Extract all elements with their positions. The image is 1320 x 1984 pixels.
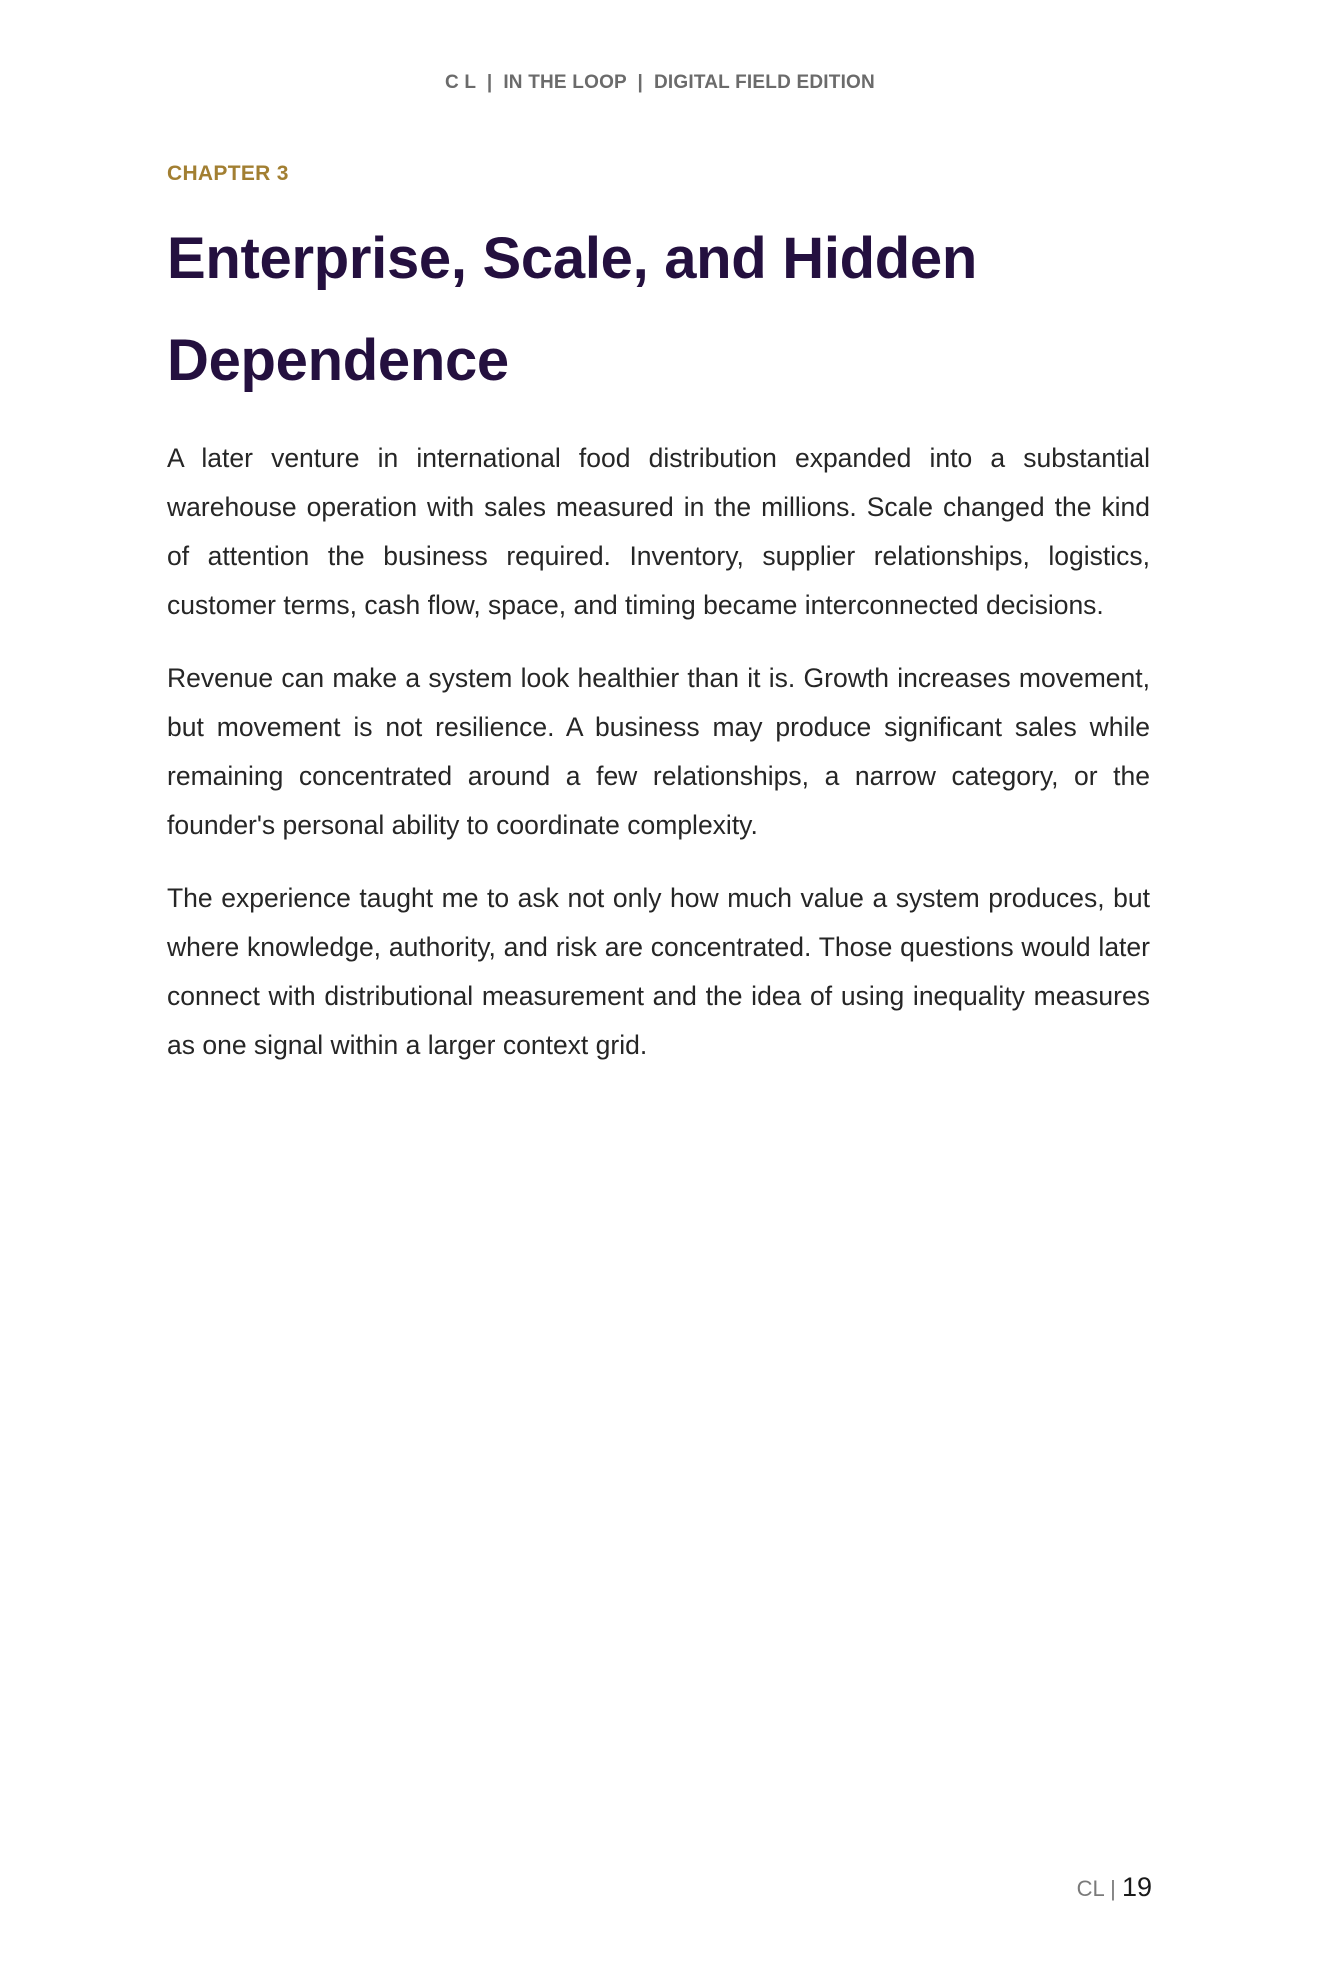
footer-separator: | (1110, 1876, 1116, 1901)
body-paragraph-2: Revenue can make a system look healthier than it is. Growth increases movement, but movement is not resilience. A business may produce significant sales while remaining concentrated around a few relationships, a narrow category, or the founder's personal ability to coordinate complexity. (167, 663, 1150, 840)
chapter-body (167, 434, 1150, 1070)
chapter-title: Enterprise, Scale, and Hidden Dependence (167, 226, 977, 393)
footer-initials: CL (1076, 1876, 1104, 1901)
running-header: C L | IN THE LOOP | DIGITAL FIELD EDITION (445, 72, 875, 93)
chapter-content (167, 158, 1150, 1094)
body-paragraph-3: The experience taught me to ask not only how much value a system produces, but where knowledge, authority, and risk are concentrated. Those questions would later connect with distributional measurement and the idea of using inequality measures as one signal within a larger context grid. (167, 883, 1150, 1060)
body-paragraph-1: A later venture in international food distribution expanded into a substantial warehouse operation with sales measured in the millions. Scale changed the kind of attention the business required. Inventory, supplier relationships, logistics, customer terms, cash flow, space, and timing became interconnected decisions. (167, 443, 1150, 620)
page-number: 19 (1121, 1872, 1152, 1902)
page-footer (1077, 1872, 1152, 1903)
chapter-label: CHAPTER 3 (167, 162, 289, 185)
